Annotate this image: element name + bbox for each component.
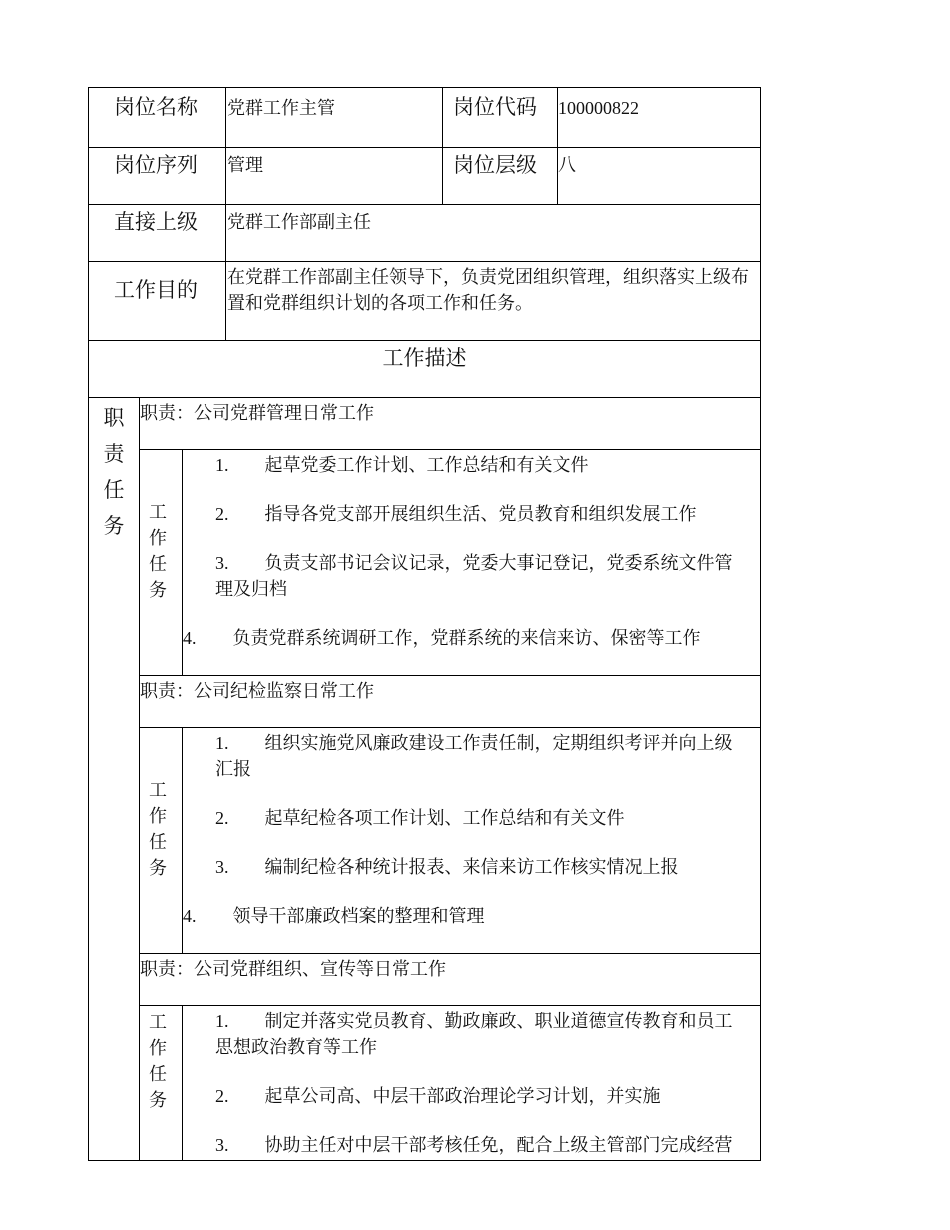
row-divider [139,675,761,676]
position-level-label: 岗位层级 [453,153,537,177]
position-series-value: 管理 [227,155,263,175]
row-divider [88,147,761,148]
task-item: 3. 协助主任对中层干部考核任免，配合上级主管部门完成经营 [215,1135,733,1155]
row-divider [88,397,761,398]
position-name-label: 岗位名称 [114,95,198,119]
row-divider [139,449,761,450]
task-item: 2. 起草公司高、中层干部政治理论学习计划，并实施 [215,1086,661,1106]
row-divider [139,1005,761,1006]
task-item: 3. 负责支部书记会议记录，党委大事记登记，党委系统文件管理及归档 [215,553,733,599]
row-divider [88,261,761,262]
col-divider [139,397,140,1161]
row-divider [88,340,761,341]
task-item: 1. 制定并落实党员教育、勤政廉政、职业道德宣传教育和员工思想政治教育等工作 [215,1011,733,1057]
purpose-label: 工作目的 [114,278,198,302]
table-border-left [88,87,89,1161]
task-item: 1. 起草党委工作计划、工作总结和有关文件 [215,455,589,475]
task-label: 工作任务 [149,1012,167,1110]
task-item: 2. 起草纪检各项工作计划、工作总结和有关文件 [215,808,625,828]
row-divider [139,953,761,954]
position-level-value: 八 [558,155,576,175]
duty-title: 职责：公司党群组织、宣传等日常工作 [140,959,446,979]
row-divider [88,204,761,205]
task-label: 工作任务 [149,502,167,600]
col-divider [225,87,226,341]
position-name-value: 党群工作主管 [227,98,335,118]
task-item: 4. 负责党群系统调研工作，党群系统的来信来访、保密等工作 [183,628,701,648]
purpose-value: 在党群工作部副主任领导下，负责党团组织管理，组织落实上级布置和党群组织计划的各项工作和任务。 [227,267,749,314]
row-divider [139,727,761,728]
table-border-right [760,87,761,1161]
col-divider [182,1005,183,1161]
position-series-label: 岗位序列 [114,153,198,177]
task-item: 1. 组织实施党风廉政建设工作责任制，定期组织考评并向上级汇报 [215,733,733,779]
position-code-value: 100000822 [558,98,639,118]
task-label: 工作任务 [149,780,167,878]
table-border-bottom [88,1160,761,1161]
col-divider [442,87,443,205]
task-item: 3. 编制纪检各种统计报表、来信来访工作核实情况上报 [215,857,679,877]
task-item: 2. 指导各党支部开展组织生活、党员教育和组织发展工作 [215,504,697,524]
task-item: 4. 领导干部廉政档案的整理和管理 [183,906,485,926]
position-code-label: 岗位代码 [453,95,537,119]
description-title: 工作描述 [382,346,467,370]
table-border-top [88,87,761,88]
duty-title: 职责：公司纪检监察日常工作 [140,681,374,701]
duties-label: 职责任务 [103,406,125,538]
supervisor-label: 直接上级 [114,210,198,234]
duty-title: 职责：公司党群管理日常工作 [140,403,374,423]
supervisor-value: 党群工作部副主任 [227,212,371,232]
